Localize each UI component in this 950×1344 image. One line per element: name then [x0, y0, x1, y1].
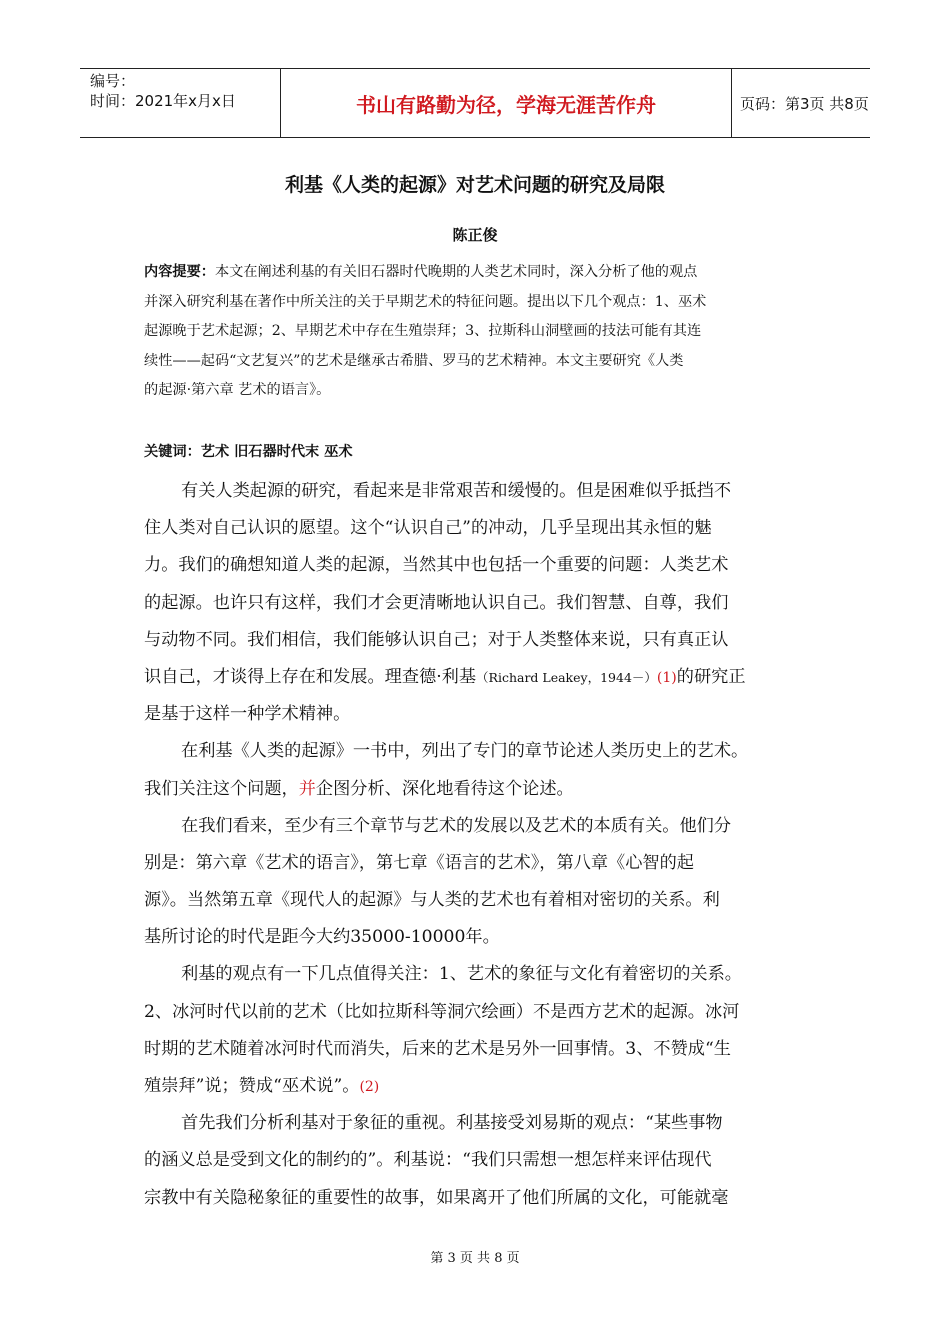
number-label: 编号： — [90, 72, 136, 90]
paragraph-line: 时期的艺术随着冰河时代而消失，后来的艺术是另外一回事情。3、不赞成“生 — [144, 1038, 731, 1059]
paragraph-line: 基所讨论的时代是距今大约35000-10000年。 — [144, 927, 500, 948]
author-name: 陈正俊 — [452, 226, 498, 244]
time-label: 时间：2021年x月x日 — [90, 92, 236, 110]
paragraph-line: 的涵义总是受到文化的制约的”。利基说：“我们只需想一想怎样来评估现代 — [144, 1150, 712, 1171]
abstract-line: 起源晚于艺术起源；2、早期艺术中存在生殖崇拜；3、拉斯科山洞壁画的技法可能有其连 — [144, 323, 702, 339]
abstract-line: 的起源·第六章 艺术的语言》。 — [144, 382, 331, 398]
paragraph-line: 识自己，才谈得上存在和发展。理查德·利基（Richard Leakey，1944－）(1)的研究正 — [144, 666, 746, 687]
abstract-line: 内容提要：本文在阐述利基的有关旧石器时代晚期的人类艺术同时，深入分析了他的观点 — [144, 264, 698, 280]
abstract — [144, 258, 808, 406]
paragraph-line: 是基于这样一种学术精神。 — [144, 704, 351, 725]
header-motto: 书山有路勤为径，学海无涯苦作舟 — [280, 69, 732, 137]
abstract-line: 续性——起码“文艺复兴”的艺术是继承古希腊、罗马的艺术精神。本文主要研究《人类 — [144, 352, 684, 369]
paragraph-line: 利基的观点有一下几点值得关注：1、艺术的象征与文化有着密切的关系。 — [181, 964, 742, 985]
header-table — [80, 68, 870, 138]
name-annotation: （Richard Leakey，1944－） — [476, 669, 657, 685]
header-page-info: 页码：第3页 共8页 — [740, 94, 869, 113]
paragraph-line: 殖崇拜”说；赞成“巫术说”。(2) — [144, 1076, 380, 1096]
paragraph-line: 源》。当然第五章《现代人的起源》与人类的艺术也有着相对密切的关系。利 — [144, 890, 720, 911]
paragraph-line: 在我们看来，至少有三个章节与艺术的发展以及艺术的本质有关。他们分 — [181, 815, 732, 836]
paragraph-line: 与动物不同。我们相信，我们能够认识自己；对于人类整体来说，只有真正认 — [144, 629, 729, 650]
highlighted-char: 并 — [298, 778, 316, 799]
page-title: 利基《人类的起源》对艺术问题的研究及局限 — [284, 174, 665, 196]
footnote-ref: (1) — [656, 669, 677, 686]
body-text — [144, 473, 808, 1217]
paragraph-line: 力。我们的确想知道人类的起源，当然其中也包括一个重要的问题：人类艺术 — [144, 555, 729, 576]
header-meta — [80, 69, 280, 137]
paragraph-line: 的起源。也许只有这样，我们才会更清晰地认识自己。我们智慧、自尊，我们 — [144, 592, 729, 613]
paragraph-line: 2、冰河时代以前的艺术（比如拉斯科等洞穴绘画）不是西方艺术的起源。冰河 — [144, 1001, 740, 1022]
abstract-line: 并深入研究利基在著作中所关注的关于早期艺术的特征问题。提出以下几个观点：1、巫术 — [144, 293, 707, 310]
paragraph-line: 宗教中有关隐秘象征的重要性的故事，如果离开了他们所属的文化，可能就毫 — [144, 1187, 729, 1208]
page-footer: 第 3 页 共 8 页 — [430, 1251, 520, 1266]
paragraph-line: 住人类对自己认识的愿望。这个“认识自己”的冲动，几乎呈现出其永恒的魅 — [144, 518, 712, 539]
paragraph-line: 首先我们分析利基对于象征的重视。利基接受刘易斯的观点：“某些事物 — [181, 1113, 723, 1134]
footnote-ref: (2) — [359, 1079, 380, 1095]
paragraph-line: 有关人类起源的研究，看起来是非常艰苦和缓慢的。但是困难似乎抵挡不 — [181, 481, 732, 501]
paragraph-line: 别是：第六章《艺术的语言》，第七章《语言的艺术》，第八章《心智的起 — [144, 852, 694, 873]
paragraph-line: 我们关注这个问题，并企图分析、深化地看待这个论述。 — [144, 778, 574, 799]
keywords: 关键词：艺术 旧石器时代末 巫术 — [144, 444, 353, 460]
abstract-label: 内容提要： — [144, 264, 215, 280]
paragraph-line: 在利基《人类的起源》一书中，列出了专门的章节论述人类历史上的艺术。 — [181, 741, 749, 762]
